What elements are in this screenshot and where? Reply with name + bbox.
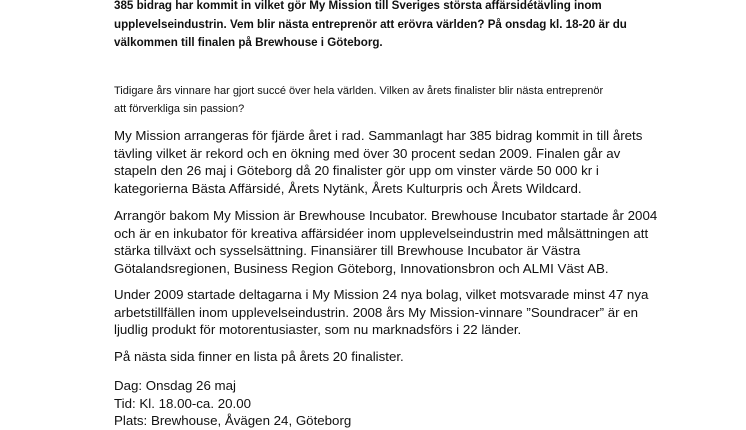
- intro-line: att förverkliga sin passion?: [114, 102, 245, 115]
- body-line: stärka tillväxt och sysselsättning. Finansiärer till Brewhouse Incubator är Västra: [114, 243, 581, 259]
- intro-paragraph: [114, 83, 603, 118]
- paragraph-organizer: [114, 207, 657, 277]
- body-line: stapeln den 26 maj i Göteborg då 20 finalister gör upp om vinster värde 50 000 kr i: [114, 163, 599, 179]
- event-time: Tid: Kl. 18.00-ca. 20.00: [114, 395, 251, 411]
- body-line: My Mission arrangeras för fjärde året i rad. Sammanlagt har 385 bidrag kommit in till årets: [114, 128, 643, 143]
- paragraph-finalists-note: [114, 348, 404, 366]
- body-line: arbetstillfällen inom upplevelseindustrin. 2008 års My Mission-vinnare ”Soundracer” är en: [114, 304, 638, 320]
- paragraph-competition: [114, 127, 642, 197]
- lead-paragraph: [114, 0, 627, 53]
- event-place: Plats: Brewhouse, Åvägen 24, Göteborg: [114, 413, 352, 429]
- body-line: På nästa sida finner en lista på årets 20 finalister.: [114, 349, 404, 364]
- body-line: Under 2009 startade deltagarna i My Mission 24 nya bolag, vilket motsvarade minst 47 nya: [114, 287, 649, 302]
- event-date: Dag: Onsdag 26 maj: [114, 378, 236, 393]
- body-line: Götalandsregionen, Business Region Göteborg, Innovationsbron och ALMI Väst AB.: [114, 260, 609, 276]
- lead-line: välkommen till finalen på Brewhouse i Göteborg.: [114, 36, 383, 50]
- lead-line: upplevelseindustrin. Vem blir nästa entreprenör att erövra världen? På onsdag kl. 18-20 är du: [114, 17, 627, 31]
- body-line: Arrangör bakom My Mission är Brewhouse Incubator. Brewhouse Incubator startade år 2004: [114, 208, 658, 223]
- intro-line: Tidigare års vinnare har gjort succé över hela världen. Vilken av årets finalister blir nästa entreprenör: [114, 85, 604, 97]
- body-line: kategorierna Bästa Affärsidé, Årets Nytänk, Årets Kulturpris och Årets Wildcard.: [114, 180, 582, 196]
- paragraph-results: [114, 286, 648, 339]
- event-details: [114, 377, 351, 430]
- lead-line: 385 bidrag har kommit in vilket gör My Mission till Sveriges största affärsidétävling inom: [114, 0, 602, 12]
- body-line: och är en inkubator för kreativa affärsidéer inom upplevelseindustrin med målsättningen att: [114, 225, 649, 241]
- body-line: ljudlig produkt för motorentusiaster, som nu marknadsförs i 22 länder.: [114, 322, 522, 338]
- body-line: tävling vilket är rekord och en ökning med över 30 procent sedan 2009. Finalen går av: [114, 145, 621, 161]
